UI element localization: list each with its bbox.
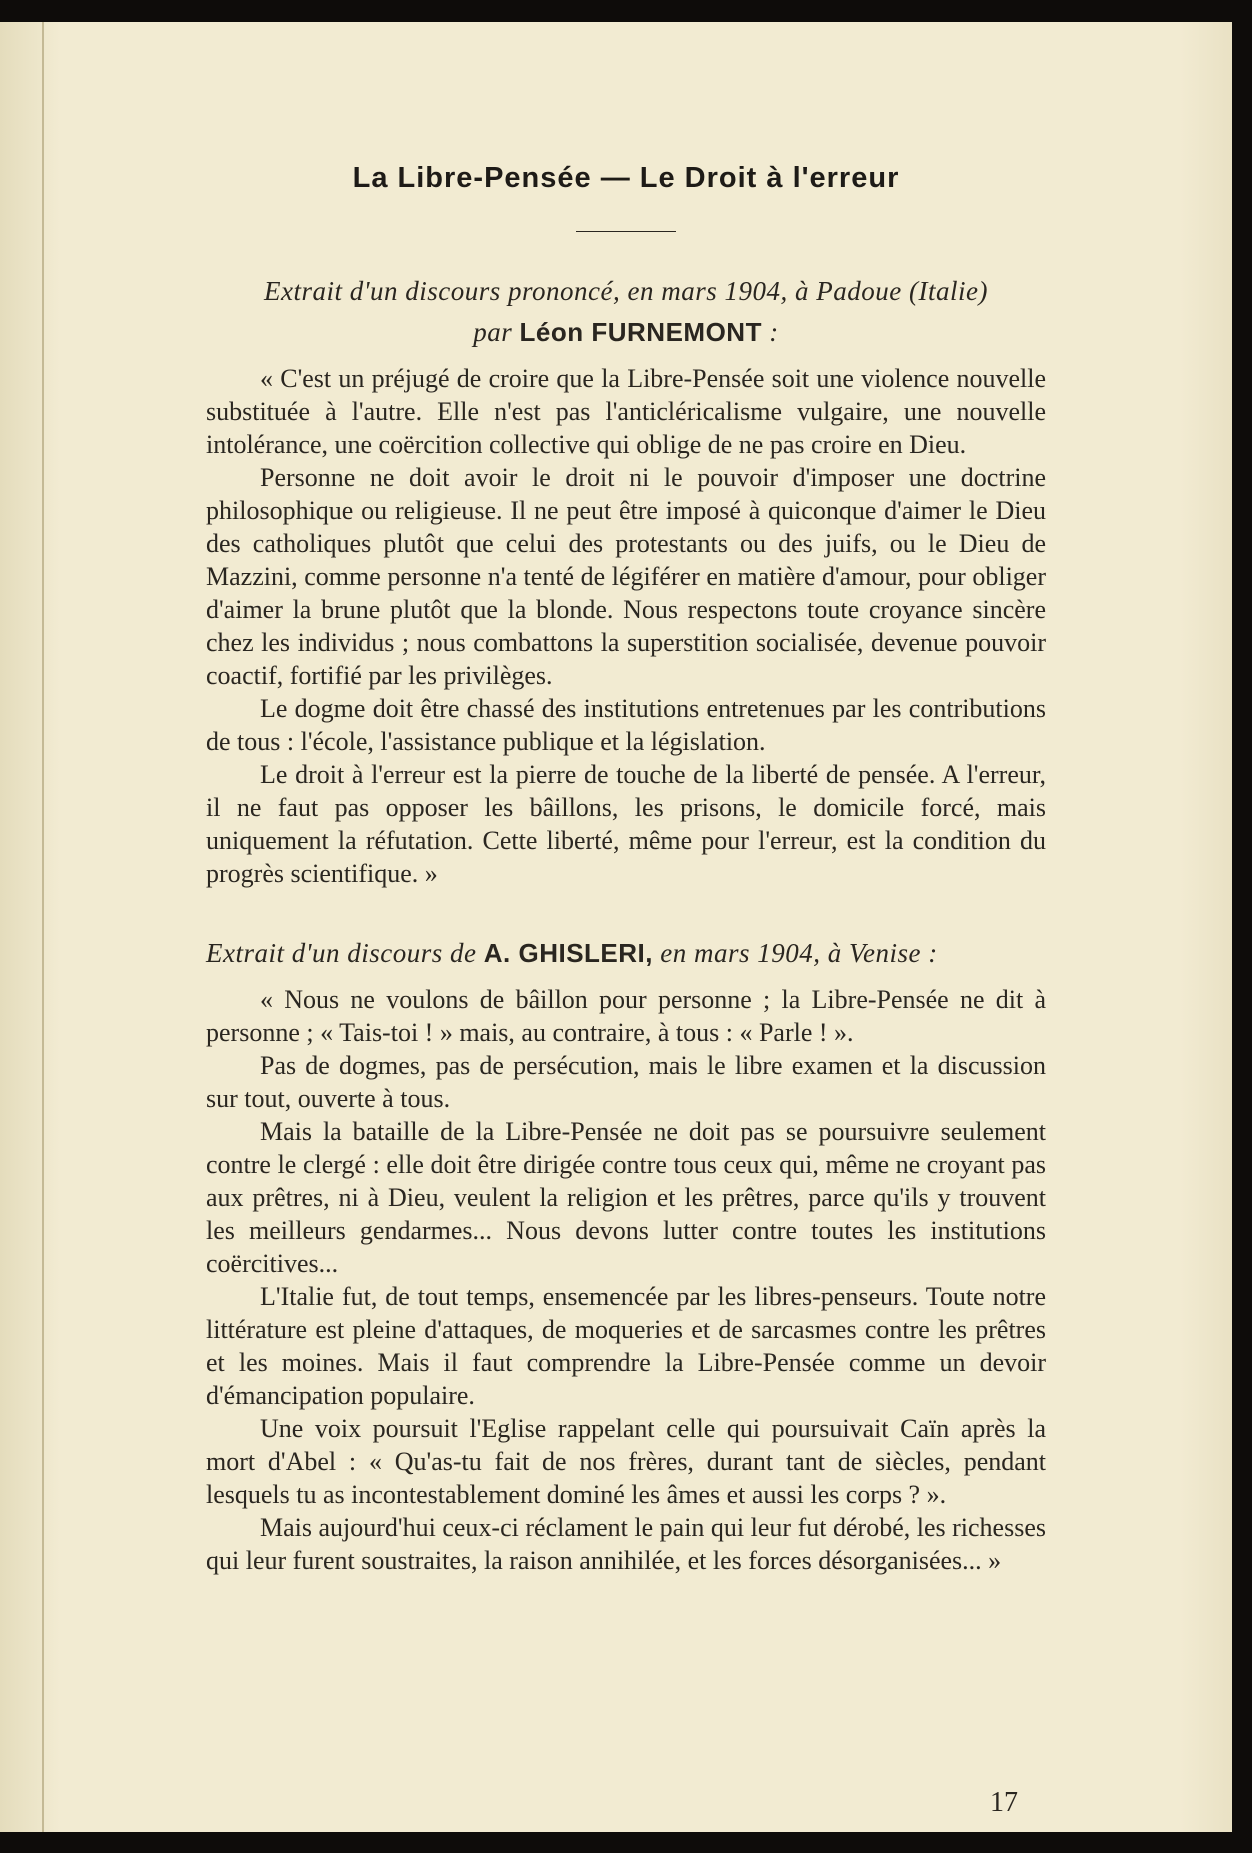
- paragraph: Mais aujourd'hui ceux-ci réclament le pain qui leur fut dérobé, les richesses qui leur furent soustraites, la raison annihilée, et les forces désorganisées... »: [206, 1513, 1046, 1575]
- paragraph: Une voix poursuit l'Eglise rappelant celle qui poursuivait Caïn après la mort d'Abel : « Qu'as-tu fait de nos frères, durant tant de siècles, pendant lesquels tu as incontestablement dominé les âmes et aussi les corps ? ».: [206, 1414, 1046, 1509]
- page: [0, 22, 1232, 1832]
- title-divider: [576, 231, 676, 232]
- paragraph-list: [206, 362, 1046, 890]
- binding-gutter: [42, 22, 44, 1832]
- byline-prefix: par: [473, 317, 513, 347]
- page-title: La Libre-Pensée — Le Droit à l'erreur: [352, 162, 900, 194]
- article: [206, 162, 1046, 1577]
- byline: [206, 317, 1046, 348]
- section-intro: [206, 276, 1046, 307]
- intro-text: Extrait d'un discours prononcé, en mars 1904, à Padoue (Italie): [264, 276, 988, 306]
- section-intro: [206, 938, 1046, 969]
- paragraph: Mais la bataille de la Libre-Pensée ne doit pas se poursuivre seulement contre le clergé : elle doit être dirigée contre tous ceux qui, même ne croyant pas aux prêtres, ni à Dieu, veulent la religion et les prêtres, parce qu'ils y trouvent les meilleurs gendarmes... Nous devons lutter contre toutes les institutions coërcitives...: [206, 1117, 1046, 1278]
- paragraph: Personne ne doit avoir le droit ni le pouvoir d'imposer une doctrine philosophique ou religieuse. Il ne peut être imposé à quiconque d'aimer le Dieu des catholiques plutôt que celui des protestants ou des juifs, ou le Dieu de Mazzini, comme personne n'a tenté de légiférer en matière d'amour, pour obliger d'aimer la brune plutôt que la blonde. Nous respectons toute croyance sincère chez les individus ; nous combattons la superstition socialisée, devenue pouvoir coactif, fortifié par les privilèges.: [206, 463, 1046, 690]
- byline-suffix: :: [769, 317, 779, 347]
- paragraph: Le dogme doit être chassé des institutions entretenues par les contributions de tous : l'école, l'assistance publique et la législation.: [206, 694, 1046, 756]
- section-furnemont: [206, 276, 1046, 890]
- author-name: A. GHISLERI,: [483, 938, 654, 968]
- intro-suffix: en mars 1904, à Venise :: [660, 938, 938, 968]
- author-name: Léon FURNEMONT: [519, 317, 762, 347]
- paragraph: « Nous ne voulons de bâillon pour personne ; la Libre-Pensée ne dit à personne ; « Tais-toi ! » mais, au contraire, à tous : « Parle ! ».: [206, 985, 1046, 1047]
- intro-text: Extrait d'un discours de: [206, 938, 477, 968]
- paragraph: L'Italie fut, de tout temps, ensemencée par les libres-penseurs. Toute notre littérature est pleine d'attaques, de moqueries et de sarcasmes contre les prêtres et les moines. Mais il faut comprendre la Libre-Pensée comme un devoir d'émancipation populaire.: [206, 1282, 1046, 1410]
- section-ghisleri: [206, 938, 1046, 1577]
- page-number: 17: [990, 1787, 1018, 1818]
- paragraph: « C'est un préjugé de croire que la Libre-Pensée soit une violence nouvelle substituée à l'autre. Elle n'est pas l'anticléricalisme vulgaire, une nouvelle intolérance, une coërcition collective qui oblige de ne pas croire en Dieu.: [206, 364, 1046, 459]
- paragraph-list: [206, 983, 1046, 1577]
- paragraph: Le droit à l'erreur est la pierre de touche de la liberté de pensée. A l'erreur, il ne faut pas opposer les bâillons, les prisons, le domicile forcé, mais uniquement la réfutation. Cette liberté, même pour l'erreur, est la condition du progrès scientifique. »: [206, 760, 1046, 888]
- paragraph: Pas de dogmes, pas de persécution, mais le libre examen et la discussion sur tout, ouverte à tous.: [206, 1051, 1046, 1113]
